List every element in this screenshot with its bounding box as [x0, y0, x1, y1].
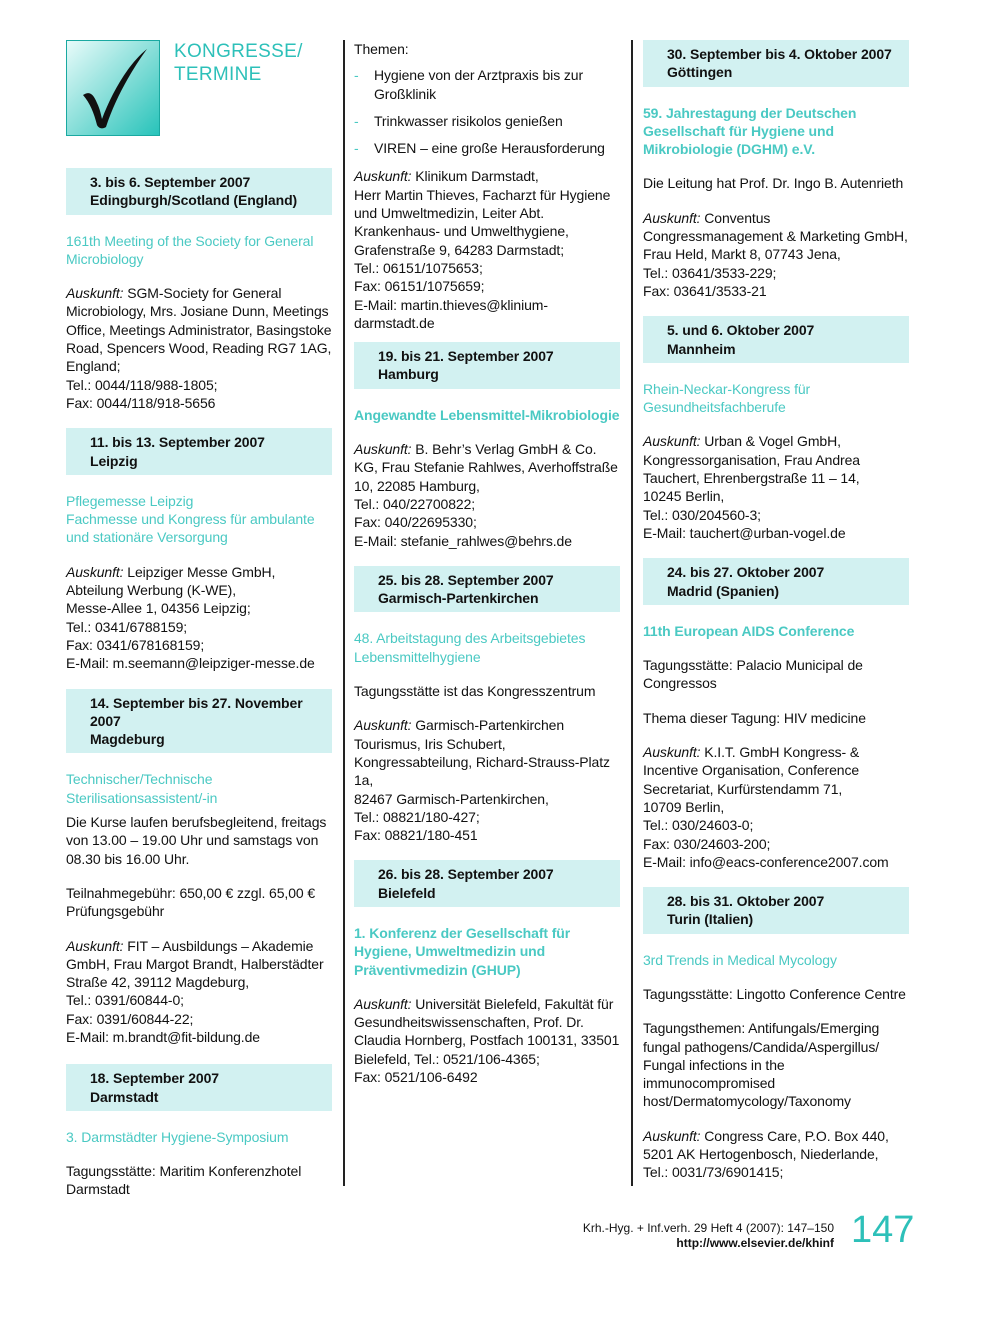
themes-list: [354, 66, 620, 157]
event-contact: [66, 937, 332, 1047]
contact-fax: Fax: 03641/3533-21: [643, 282, 767, 299]
event-date-box: [66, 689, 332, 754]
event-contact: [66, 284, 332, 412]
event-contact: [643, 1127, 909, 1182]
contact-text: Kongressorganisation, Frau Andrea Tauchert, Ehrenbergstraße 11 – 14,: [643, 451, 860, 487]
event-place: Leipzig: [90, 452, 138, 469]
event-text: Thema dieser Tagung: HIV medicine: [643, 709, 866, 726]
event-place: Garmisch-Partenkirchen: [378, 590, 539, 607]
event-date: 24. bis 27. Oktober 2007: [667, 564, 825, 581]
contact-text: Herr Martin Thieves, Facharzt für Hygiene und Umweltmedizin, Leiter Abt. Krankenhaus- und Umwelthygiene, Grafenstraße 9, 64283 Darmstadt;: [354, 186, 611, 258]
contact-email: E-Mail: m.brandt@fit-bildung.de: [66, 1028, 260, 1045]
contact-tel: Tel.: 0341/6788159;: [66, 618, 188, 635]
page-number: 147: [851, 1209, 915, 1251]
section-title: [174, 40, 303, 86]
contact-text: Klinikum Darmstadt,: [415, 168, 539, 185]
contact-tel: Tel.: 0031/73/6901415;: [643, 1164, 784, 1181]
event-title: 3rd Trends in Medical Mycology: [643, 951, 837, 968]
contact-label: Auskunft:: [354, 717, 412, 734]
event-place: Hamburg: [378, 366, 439, 383]
contact-text: Garmisch-Partenkirchen Tourismus, Iris Schubert, Kongressabteilung, Richard-Strauss-Platz 1a,: [354, 717, 610, 789]
event-text: Teilnahmegebühr: 650,00 € zzgl. 65,00 € Prüfungsgebühr: [66, 884, 316, 920]
event-title: [66, 492, 332, 547]
event-text: Tagungsstätte: Palacio Municipal de Congressos: [643, 657, 863, 692]
event-text: Die Leitung hat Prof. Dr. Ingo B. Autenrieth: [643, 175, 904, 192]
event-text: Tagungsstätte: Lingotto Conference Centre: [643, 985, 906, 1002]
contact-fax: Fax: 06151/1075659;: [354, 278, 485, 295]
contact-label: Auskunft:: [643, 1127, 701, 1144]
event-date-box: [643, 40, 909, 87]
event-date: 5. und 6. Oktober 2007: [667, 322, 815, 339]
event-title: 161th Meeting of the Society for General Microbiology: [66, 232, 314, 267]
contact-tel: Tel.: 030/204560-3;: [643, 506, 761, 523]
contact-fax: Fax: 08821/180-451: [354, 827, 478, 844]
contact-text: SGM-Society for General Microbiology, Mrs. Josiane Dunn, Meetings Office, Meetings Administrator, Basingstoke Road, Spencers Wood, Reading RG7 1AG, England;: [66, 285, 332, 375]
contact-fax: Fax: 040/22695330;: [354, 514, 477, 531]
contact-text: Messe-Allee 1, 04356 Leipzig;: [66, 600, 251, 617]
contact-tel: Tel.: 040/22700822;: [354, 495, 476, 512]
contact-label: Auskunft:: [66, 563, 124, 580]
event-contact: [643, 743, 909, 871]
event-date-box: [66, 428, 332, 475]
section-logo-box: [66, 40, 160, 136]
event-date-box: [643, 316, 909, 363]
event-date-box: [643, 887, 909, 934]
contact-fax: Fax: 0521/106-6492: [354, 1069, 478, 1086]
contact-text: K.I.T. GmbH Kongress- & Incentive Organisation, Conference Secretariat, Kurfürstendamm 71,: [643, 744, 860, 797]
contact-email: E-Mail: tauchert@urban-vogel.de: [643, 524, 846, 541]
contact-email: E-Mail: info@eacs-conference2007.com: [643, 853, 889, 870]
event-title: 3. Darmstädter Hygiene-Symposium: [66, 1128, 289, 1145]
event-date-box: [66, 168, 332, 215]
contact-fax: Fax: 030/24603-200;: [643, 835, 771, 852]
contact-text: FIT – Ausbildungs – Akademie GmbH, Frau Margot Brandt, Halberstädter Straße 42, 39112 Magdeburg,: [66, 937, 324, 991]
contact-text: 82467 Garmisch-Partenkirchen,: [354, 790, 549, 807]
event-text: Tagungsthemen: Antifungals/Emerging fungal pathogens/Candida/Aspergillus/ Fungal infections in the immunocompromised host/Dermatomycology/Taxonomy: [643, 1020, 880, 1110]
event-place: Darmstadt: [90, 1088, 159, 1105]
column-2: [354, 40, 620, 1102]
event-title: 59. Jahrestagung der Deutschen Gesellschaft für Hygiene und Mikrobiologie (DGHM) e.V.: [643, 104, 857, 158]
event-place: Mannheim: [667, 340, 736, 357]
contact-text: 10709 Berlin,: [643, 798, 725, 815]
journal-url[interactable]: http://www.elsevier.de/khinf: [676, 1236, 834, 1250]
contact-fax: Fax: 0391/60844-22;: [66, 1010, 194, 1027]
contact-tel: Tel.: 0391/60844-0;: [66, 992, 184, 1009]
contact-fax: Fax: 0044/118/918-5656: [66, 394, 216, 411]
event-contact: [66, 563, 332, 673]
contact-text: Universität Bielefeld, Fakultät für Gesundheitswissenschaften, Prof. Dr. Claudia Hornberg, Postfach 100131, 33501 Bielefeld, Tel.: 0521/106-4365;: [354, 995, 620, 1067]
event-title: 48. Arbeitstagung des Arbeitsgebietes Lebensmittelhygiene: [354, 630, 586, 665]
contact-label: Auskunft:: [643, 433, 701, 450]
event-date: 28. bis 31. Oktober 2007: [667, 893, 825, 910]
event-date: 18. September 2007: [90, 1070, 219, 1087]
list-item: - VIREN – eine große Herausforderung: [354, 139, 620, 157]
contact-text: Abteilung Werbung (K-WE),: [66, 582, 236, 599]
event-date: 14. September bis 27. November 2007: [90, 694, 303, 729]
contact-label: Auskunft:: [643, 744, 701, 761]
event-title: Angewandte Lebensmittel-Mikrobiologie: [354, 406, 620, 423]
event-contact: [643, 209, 909, 300]
event-title: Technischer/Technische Sterilisationsassistent/-in: [66, 771, 218, 806]
citation-text: Krh.-Hyg. + Inf.verh. 29 Heft 4 (2007): 147–150: [582, 1221, 834, 1235]
event-title: 11th European AIDS Conference: [643, 622, 855, 639]
section-title-line2: TERMINE: [174, 64, 262, 85]
column-divider: [631, 40, 633, 1186]
contact-label: Auskunft:: [354, 168, 412, 185]
contact-text: B. Behr’s Verlag GmbH & Co. KG, Frau Stefanie Rahlwes, Averhoffstraße 10, 22085 Hamburg,: [354, 441, 618, 494]
column-divider: [343, 40, 345, 1186]
contact-label: Auskunft:: [354, 995, 412, 1012]
contact-email: E-Mail: stefanie_rahlwes@behrs.de: [354, 532, 572, 549]
event-place: Bielefeld: [378, 884, 436, 901]
contact-tel: Tel.: 030/24603-0;: [643, 817, 754, 834]
event-title-line: Pflegemesse Leipzig: [66, 492, 194, 509]
event-date-box: [66, 1064, 332, 1111]
event-place: Göttingen: [667, 64, 733, 81]
event-title-line: Fachmesse und Kongress für ambulante und stationäre Versorgung: [66, 511, 315, 546]
contact-label: Auskunft:: [354, 441, 412, 458]
contact-tel: Tel.: 06151/1075653;: [354, 259, 483, 276]
event-date-box: [643, 558, 909, 605]
event-date: 19. bis 21. September 2007: [378, 348, 554, 365]
contact-email: E-Mail: m.seemann@leipziger-messe.de: [66, 655, 315, 672]
event-place: Magdeburg: [90, 731, 165, 748]
event-place: Madrid (Spanien): [667, 582, 779, 599]
list-item: - Hygiene von der Arztpraxis bis zur Großklinik: [354, 66, 620, 103]
event-date-box: [354, 860, 620, 907]
event-contact: [354, 440, 620, 550]
contact-label: Auskunft:: [643, 209, 701, 226]
event-title: 1. Konferenz der Gesellschaft für Hygiene, Umweltmedizin und Präventivmedizin (GHUP): [354, 924, 571, 978]
event-text: Tagungsstätte ist das Kongresszentrum: [354, 683, 596, 700]
event-date-box: [354, 566, 620, 613]
contact-text: Urban & Vogel GmbH,: [704, 433, 841, 450]
event-text: Tagungsstätte: Maritim Konferenzhotel Darmstadt: [66, 1163, 302, 1198]
contact-tel: Tel.: 08821/180-427;: [354, 808, 480, 825]
contact-fax: Fax: 0341/678168159;: [66, 636, 205, 653]
themes-label: Themen:: [354, 41, 409, 57]
list-item: - Trinkwasser risikolos genießen: [354, 112, 620, 130]
event-date: 26. bis 28. September 2007: [378, 866, 554, 883]
contact-tel: Tel.: 0044/118/988-1805;: [66, 376, 218, 393]
event-contact: [354, 995, 620, 1086]
event-date-box: [354, 342, 620, 389]
contact-tel: Tel.: 03641/3533-229;: [643, 264, 777, 281]
event-text: Die Kurse laufen berufsbegleitend, freitags von 13.00 – 19.00 Uhr und samstags von 08.30 bis 16.00 Uhr.: [66, 814, 327, 867]
event-place: Edingburgh/Scotland (England): [90, 192, 298, 209]
event-date: 25. bis 28. September 2007: [378, 571, 554, 588]
event-date: 3. bis 6. September 2007: [90, 174, 251, 190]
journal-citation: [583, 1221, 834, 1251]
contact-text: 5201 AK Hertogenbosch, Niederlande,: [643, 1146, 879, 1163]
event-place: Turin (Italien): [667, 911, 754, 928]
column-3: [643, 40, 909, 1198]
column-1: [66, 168, 332, 1215]
contact-text: Congress Care, P.O. Box 440,: [704, 1127, 889, 1144]
event-contact: [354, 167, 620, 332]
event-contact: [354, 716, 620, 844]
contact-email: E-Mail: martin.thieves@klinium-darmstadt.de: [354, 296, 548, 331]
event-date: 30. September bis 4. Oktober 2007: [667, 46, 892, 62]
contact-text: 10245 Berlin,: [643, 488, 725, 505]
event-title: Rhein-Neckar-Kongress für Gesundheitsfachberufe: [643, 380, 811, 416]
contact-label: Auskunft:: [66, 937, 124, 954]
checkmark-icon: [75, 47, 153, 131]
event-contact: [643, 432, 909, 542]
contact-text: Leipziger Messe GmbH,: [127, 563, 276, 580]
contact-text: Conventus Congressmanagement & Marketing GmbH, Frau Held, Markt 8, 07743 Jena,: [643, 209, 908, 263]
contact-label: Auskunft:: [66, 285, 124, 302]
section-title-line1: KONGRESSE/: [174, 41, 303, 62]
event-date: 11. bis 13. September 2007: [90, 434, 265, 451]
